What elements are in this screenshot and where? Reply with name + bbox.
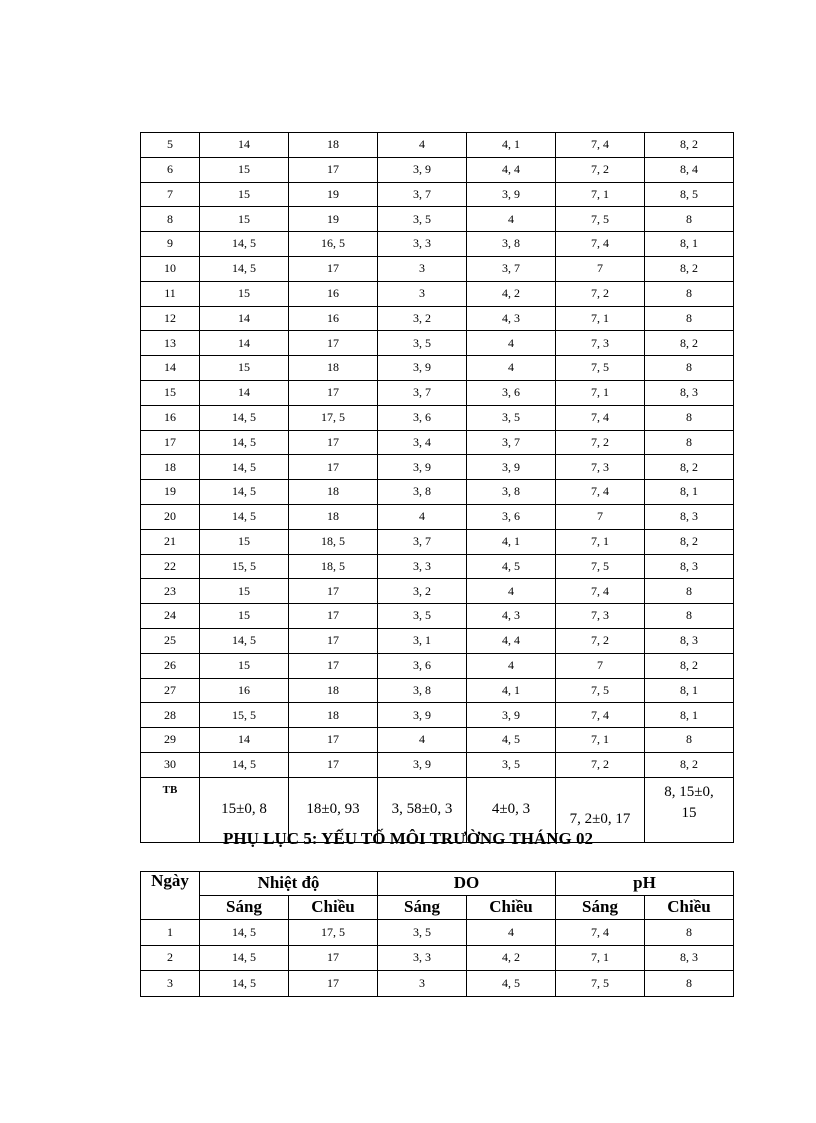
day-cell: 2 — [141, 945, 200, 971]
table-row — [141, 133, 734, 158]
ph-afternoon-cell: 8, 4 — [645, 157, 734, 182]
ph-morning-cell: 7 — [556, 504, 645, 529]
do-morning-cell: 3, 3 — [378, 554, 467, 579]
ph-afternoon-cell: 8, 3 — [645, 554, 734, 579]
do-afternoon-cell: 4, 3 — [467, 604, 556, 629]
ph-morning-cell: 7, 4 — [556, 405, 645, 430]
ph-morning-cell: 7, 1 — [556, 380, 645, 405]
ph-morning-cell: 7, 4 — [556, 703, 645, 728]
table-row — [141, 455, 734, 480]
temp-afternoon-cell: 17 — [289, 157, 378, 182]
ph-afternoon-cell: 8, 3 — [645, 628, 734, 653]
temp-afternoon-cell: 18 — [289, 703, 378, 728]
temp-afternoon-cell: 17, 5 — [289, 920, 378, 946]
do-afternoon-cell: 4, 4 — [467, 628, 556, 653]
day-cell: 7 — [141, 182, 200, 207]
table-row — [141, 232, 734, 257]
do-afternoon-cell: 3, 6 — [467, 504, 556, 529]
temp-morning-cell: 15 — [200, 157, 289, 182]
summary-ph-afternoon-line2: 15 — [681, 805, 697, 822]
day-cell: 3 — [141, 971, 200, 997]
ph-morning-cell: 7, 1 — [556, 182, 645, 207]
do-morning-cell: 3, 7 — [378, 380, 467, 405]
header-ph: pH — [556, 872, 734, 896]
ph-morning-cell: 7, 2 — [556, 628, 645, 653]
table-row — [141, 306, 734, 331]
day-cell: 20 — [141, 504, 200, 529]
do-morning-cell: 3 — [378, 256, 467, 281]
do-afternoon-cell: 4 — [467, 331, 556, 356]
table-row — [141, 604, 734, 629]
temp-afternoon-cell: 18 — [289, 678, 378, 703]
ph-afternoon-cell: 8, 1 — [645, 703, 734, 728]
table-row — [141, 971, 734, 997]
table-row — [141, 207, 734, 232]
day-cell: 17 — [141, 430, 200, 455]
ph-morning-cell: 7, 5 — [556, 971, 645, 997]
ph-afternoon-cell: 8, 1 — [645, 232, 734, 257]
do-afternoon-cell: 3, 5 — [467, 405, 556, 430]
temp-morning-cell: 14, 5 — [200, 256, 289, 281]
do-afternoon-cell: 3, 8 — [467, 480, 556, 505]
do-morning-cell: 3, 1 — [378, 628, 467, 653]
table-body — [141, 920, 734, 997]
temp-afternoon-cell: 18 — [289, 356, 378, 381]
temp-afternoon-cell: 17 — [289, 430, 378, 455]
temp-afternoon-cell: 17 — [289, 728, 378, 753]
summary-temp-morning: 15±0, 8 — [200, 777, 289, 842]
temp-morning-cell: 14, 5 — [200, 455, 289, 480]
temp-afternoon-cell: 17 — [289, 653, 378, 678]
ph-morning-cell: 7, 2 — [556, 752, 645, 777]
table-row — [141, 504, 734, 529]
day-cell: 6 — [141, 157, 200, 182]
ph-morning-cell: 7, 4 — [556, 133, 645, 158]
do-morning-cell: 3 — [378, 281, 467, 306]
temp-morning-cell: 15 — [200, 281, 289, 306]
temp-afternoon-cell: 17 — [289, 752, 378, 777]
day-cell: 28 — [141, 703, 200, 728]
day-cell: 27 — [141, 678, 200, 703]
do-morning-cell: 3, 5 — [378, 207, 467, 232]
table-row — [141, 356, 734, 381]
ph-morning-cell: 7, 3 — [556, 455, 645, 480]
table-row — [141, 678, 734, 703]
ph-morning-cell: 7, 1 — [556, 306, 645, 331]
day-cell: 25 — [141, 628, 200, 653]
do-afternoon-cell: 4 — [467, 356, 556, 381]
day-cell: 24 — [141, 604, 200, 629]
table-row — [141, 430, 734, 455]
summary-do-morning: 3, 58±0, 3 — [378, 777, 467, 842]
do-morning-cell: 3, 8 — [378, 678, 467, 703]
temp-morning-cell: 14, 5 — [200, 945, 289, 971]
table-row — [141, 579, 734, 604]
table-row — [141, 256, 734, 281]
do-afternoon-cell: 4 — [467, 653, 556, 678]
temp-morning-cell: 14, 5 — [200, 628, 289, 653]
ph-morning-cell: 7, 4 — [556, 480, 645, 505]
summary-ph-afternoon-line1: 8, 15±0, — [664, 783, 714, 800]
do-afternoon-cell: 4, 1 — [467, 678, 556, 703]
table-row — [141, 703, 734, 728]
do-afternoon-cell: 4 — [467, 207, 556, 232]
do-afternoon-cell: 3, 7 — [467, 430, 556, 455]
temp-morning-cell: 14 — [200, 728, 289, 753]
temp-morning-cell: 14, 5 — [200, 430, 289, 455]
temp-morning-cell: 14 — [200, 331, 289, 356]
do-afternoon-cell: 4, 3 — [467, 306, 556, 331]
ph-afternoon-cell: 8 — [645, 604, 734, 629]
temp-morning-cell: 16 — [200, 678, 289, 703]
temp-morning-cell: 15 — [200, 207, 289, 232]
header-row-times — [141, 896, 734, 920]
do-morning-cell: 3, 7 — [378, 529, 467, 554]
summary-label: TB — [141, 777, 200, 842]
do-afternoon-cell: 3, 5 — [467, 752, 556, 777]
appendix-title: PHỤ LỤC 5: YẾU TỐ MÔI TRƯỜNG THÁNG 02 — [223, 829, 593, 848]
ph-afternoon-cell: 8 — [645, 430, 734, 455]
do-afternoon-cell: 4, 5 — [467, 971, 556, 997]
day-cell: 12 — [141, 306, 200, 331]
do-morning-cell: 3, 5 — [378, 331, 467, 356]
ph-morning-cell: 7, 4 — [556, 232, 645, 257]
do-afternoon-cell: 4, 1 — [467, 529, 556, 554]
day-cell: 8 — [141, 207, 200, 232]
ph-afternoon-cell: 8 — [645, 405, 734, 430]
day-cell: 23 — [141, 579, 200, 604]
do-morning-cell: 4 — [378, 728, 467, 753]
header-do-afternoon: Chiều — [467, 896, 556, 920]
day-cell: 22 — [141, 554, 200, 579]
temp-morning-cell: 15 — [200, 604, 289, 629]
temp-afternoon-cell: 17 — [289, 945, 378, 971]
temp-afternoon-cell: 18 — [289, 133, 378, 158]
do-afternoon-cell: 3, 8 — [467, 232, 556, 257]
temp-afternoon-cell: 17 — [289, 380, 378, 405]
table-row — [141, 653, 734, 678]
ph-morning-cell: 7, 2 — [556, 157, 645, 182]
temp-morning-cell: 15 — [200, 356, 289, 381]
do-afternoon-cell: 4, 2 — [467, 281, 556, 306]
temp-morning-cell: 15 — [200, 529, 289, 554]
do-morning-cell: 3, 2 — [378, 306, 467, 331]
day-cell: 29 — [141, 728, 200, 753]
table-row — [141, 331, 734, 356]
ph-afternoon-cell: 8, 2 — [645, 256, 734, 281]
header-day: Ngày — [141, 872, 200, 920]
table-header — [141, 872, 734, 920]
do-morning-cell: 3, 9 — [378, 752, 467, 777]
ph-afternoon-cell: 8 — [645, 281, 734, 306]
header-temperature: Nhiệt độ — [200, 872, 378, 896]
ph-morning-cell: 7, 1 — [556, 529, 645, 554]
do-afternoon-cell: 4, 2 — [467, 945, 556, 971]
temp-afternoon-cell: 16, 5 — [289, 232, 378, 257]
temp-morning-cell: 15, 5 — [200, 554, 289, 579]
summary-do-afternoon: 4±0, 3 — [467, 777, 556, 842]
day-cell: 14 — [141, 356, 200, 381]
ph-morning-cell: 7, 3 — [556, 331, 645, 356]
ph-afternoon-cell: 8, 2 — [645, 331, 734, 356]
temp-afternoon-cell: 17 — [289, 256, 378, 281]
temp-afternoon-cell: 18, 5 — [289, 554, 378, 579]
do-afternoon-cell: 4 — [467, 579, 556, 604]
ph-afternoon-cell: 8, 1 — [645, 480, 734, 505]
do-morning-cell: 3, 9 — [378, 455, 467, 480]
temp-afternoon-cell: 18 — [289, 504, 378, 529]
do-morning-cell: 3, 2 — [378, 579, 467, 604]
ph-afternoon-cell: 8, 2 — [645, 653, 734, 678]
header-row-groups — [141, 872, 734, 896]
ph-morning-cell: 7, 5 — [556, 554, 645, 579]
summary-ph-morning: 7, 2±0, 17 — [556, 777, 645, 842]
temp-morning-cell: 14, 5 — [200, 971, 289, 997]
temp-afternoon-cell: 17, 5 — [289, 405, 378, 430]
ph-morning-cell: 7 — [556, 256, 645, 281]
temp-morning-cell: 14, 5 — [200, 232, 289, 257]
do-morning-cell: 4 — [378, 504, 467, 529]
day-cell: 9 — [141, 232, 200, 257]
table-row — [141, 480, 734, 505]
ph-morning-cell: 7, 4 — [556, 920, 645, 946]
ph-afternoon-cell: 8 — [645, 579, 734, 604]
do-morning-cell: 3, 3 — [378, 945, 467, 971]
ph-morning-cell: 7, 3 — [556, 604, 645, 629]
ph-afternoon-cell: 8 — [645, 728, 734, 753]
do-afternoon-cell: 3, 9 — [467, 703, 556, 728]
temp-afternoon-cell: 19 — [289, 182, 378, 207]
day-cell: 5 — [141, 133, 200, 158]
temp-morning-cell: 14, 5 — [200, 480, 289, 505]
temp-afternoon-cell: 17 — [289, 455, 378, 480]
header-do: DO — [378, 872, 556, 896]
do-morning-cell: 3, 4 — [378, 430, 467, 455]
ph-afternoon-cell: 8, 2 — [645, 133, 734, 158]
temp-afternoon-cell: 16 — [289, 281, 378, 306]
do-morning-cell: 3, 7 — [378, 182, 467, 207]
ph-afternoon-cell: 8, 3 — [645, 504, 734, 529]
table-row — [141, 405, 734, 430]
ph-afternoon-cell: 8, 2 — [645, 752, 734, 777]
table-row — [141, 920, 734, 946]
do-morning-cell: 4 — [378, 133, 467, 158]
do-afternoon-cell: 3, 9 — [467, 182, 556, 207]
environment-data-table-continued — [140, 132, 734, 843]
day-cell: 10 — [141, 256, 200, 281]
table-row — [141, 182, 734, 207]
day-cell: 26 — [141, 653, 200, 678]
ph-afternoon-cell: 8 — [645, 306, 734, 331]
temp-morning-cell: 14, 5 — [200, 504, 289, 529]
temp-morning-cell: 14, 5 — [200, 405, 289, 430]
do-afternoon-cell: 4, 1 — [467, 133, 556, 158]
do-afternoon-cell: 3, 9 — [467, 455, 556, 480]
day-cell: 11 — [141, 281, 200, 306]
temp-afternoon-cell: 18 — [289, 480, 378, 505]
header-temp-morning: Sáng — [200, 896, 289, 920]
table-row — [141, 945, 734, 971]
do-morning-cell: 3, 8 — [378, 480, 467, 505]
temp-afternoon-cell: 17 — [289, 604, 378, 629]
table-row — [141, 554, 734, 579]
do-afternoon-cell: 4, 5 — [467, 728, 556, 753]
ph-morning-cell: 7, 5 — [556, 678, 645, 703]
day-cell: 13 — [141, 331, 200, 356]
ph-morning-cell: 7, 5 — [556, 356, 645, 381]
temp-afternoon-cell: 19 — [289, 207, 378, 232]
ph-afternoon-cell: 8, 3 — [645, 380, 734, 405]
ph-afternoon-cell: 8 — [645, 971, 734, 997]
do-afternoon-cell: 4, 4 — [467, 157, 556, 182]
table-row — [141, 728, 734, 753]
do-afternoon-cell: 3, 6 — [467, 380, 556, 405]
ph-afternoon-cell: 8, 2 — [645, 529, 734, 554]
temp-morning-cell: 15 — [200, 653, 289, 678]
header-temp-afternoon: Chiều — [289, 896, 378, 920]
summary-temp-afternoon: 18±0, 93 — [289, 777, 378, 842]
ph-morning-cell: 7 — [556, 653, 645, 678]
ph-morning-cell: 7, 1 — [556, 728, 645, 753]
table-row — [141, 628, 734, 653]
table-body — [141, 133, 734, 778]
do-afternoon-cell: 3, 7 — [467, 256, 556, 281]
header-do-morning: Sáng — [378, 896, 467, 920]
do-morning-cell: 3, 5 — [378, 920, 467, 946]
day-cell: 19 — [141, 480, 200, 505]
table-row — [141, 752, 734, 777]
temp-morning-cell: 15 — [200, 579, 289, 604]
table-row — [141, 281, 734, 306]
do-afternoon-cell: 4 — [467, 920, 556, 946]
ph-afternoon-cell: 8, 2 — [645, 455, 734, 480]
temp-afternoon-cell: 17 — [289, 628, 378, 653]
ph-morning-cell: 7, 4 — [556, 579, 645, 604]
temp-afternoon-cell: 17 — [289, 971, 378, 997]
temp-morning-cell: 14, 5 — [200, 920, 289, 946]
ph-morning-cell: 7, 2 — [556, 430, 645, 455]
temp-morning-cell: 15 — [200, 182, 289, 207]
temp-morning-cell: 14 — [200, 306, 289, 331]
header-ph-afternoon: Chiều — [645, 896, 734, 920]
table-row — [141, 529, 734, 554]
do-morning-cell: 3 — [378, 971, 467, 997]
day-cell: 1 — [141, 920, 200, 946]
temp-afternoon-cell: 18, 5 — [289, 529, 378, 554]
ph-afternoon-cell: 8, 1 — [645, 678, 734, 703]
do-morning-cell: 3, 9 — [378, 703, 467, 728]
ph-afternoon-cell: 8, 3 — [645, 945, 734, 971]
ph-morning-cell: 7, 1 — [556, 945, 645, 971]
ph-morning-cell: 7, 2 — [556, 281, 645, 306]
ph-morning-cell: 7, 5 — [556, 207, 645, 232]
table-row — [141, 380, 734, 405]
day-cell: 30 — [141, 752, 200, 777]
do-morning-cell: 3, 6 — [378, 405, 467, 430]
temp-afternoon-cell: 17 — [289, 331, 378, 356]
do-morning-cell: 3, 5 — [378, 604, 467, 629]
day-cell: 18 — [141, 455, 200, 480]
day-cell: 15 — [141, 380, 200, 405]
table-row — [141, 157, 734, 182]
do-morning-cell: 3, 6 — [378, 653, 467, 678]
temp-morning-cell: 14 — [200, 133, 289, 158]
ph-afternoon-cell: 8 — [645, 207, 734, 232]
ph-afternoon-cell: 8 — [645, 920, 734, 946]
temp-morning-cell: 14 — [200, 380, 289, 405]
do-morning-cell: 3, 9 — [378, 356, 467, 381]
temp-morning-cell: 15, 5 — [200, 703, 289, 728]
do-afternoon-cell: 4, 5 — [467, 554, 556, 579]
ph-afternoon-cell: 8 — [645, 356, 734, 381]
temp-morning-cell: 14, 5 — [200, 752, 289, 777]
day-cell: 16 — [141, 405, 200, 430]
do-morning-cell: 3, 3 — [378, 232, 467, 257]
temp-afternoon-cell: 16 — [289, 306, 378, 331]
do-morning-cell: 3, 9 — [378, 157, 467, 182]
day-cell: 21 — [141, 529, 200, 554]
ph-afternoon-cell: 8, 5 — [645, 182, 734, 207]
february-environment-table — [140, 871, 734, 997]
temp-afternoon-cell: 17 — [289, 579, 378, 604]
header-ph-morning: Sáng — [556, 896, 645, 920]
